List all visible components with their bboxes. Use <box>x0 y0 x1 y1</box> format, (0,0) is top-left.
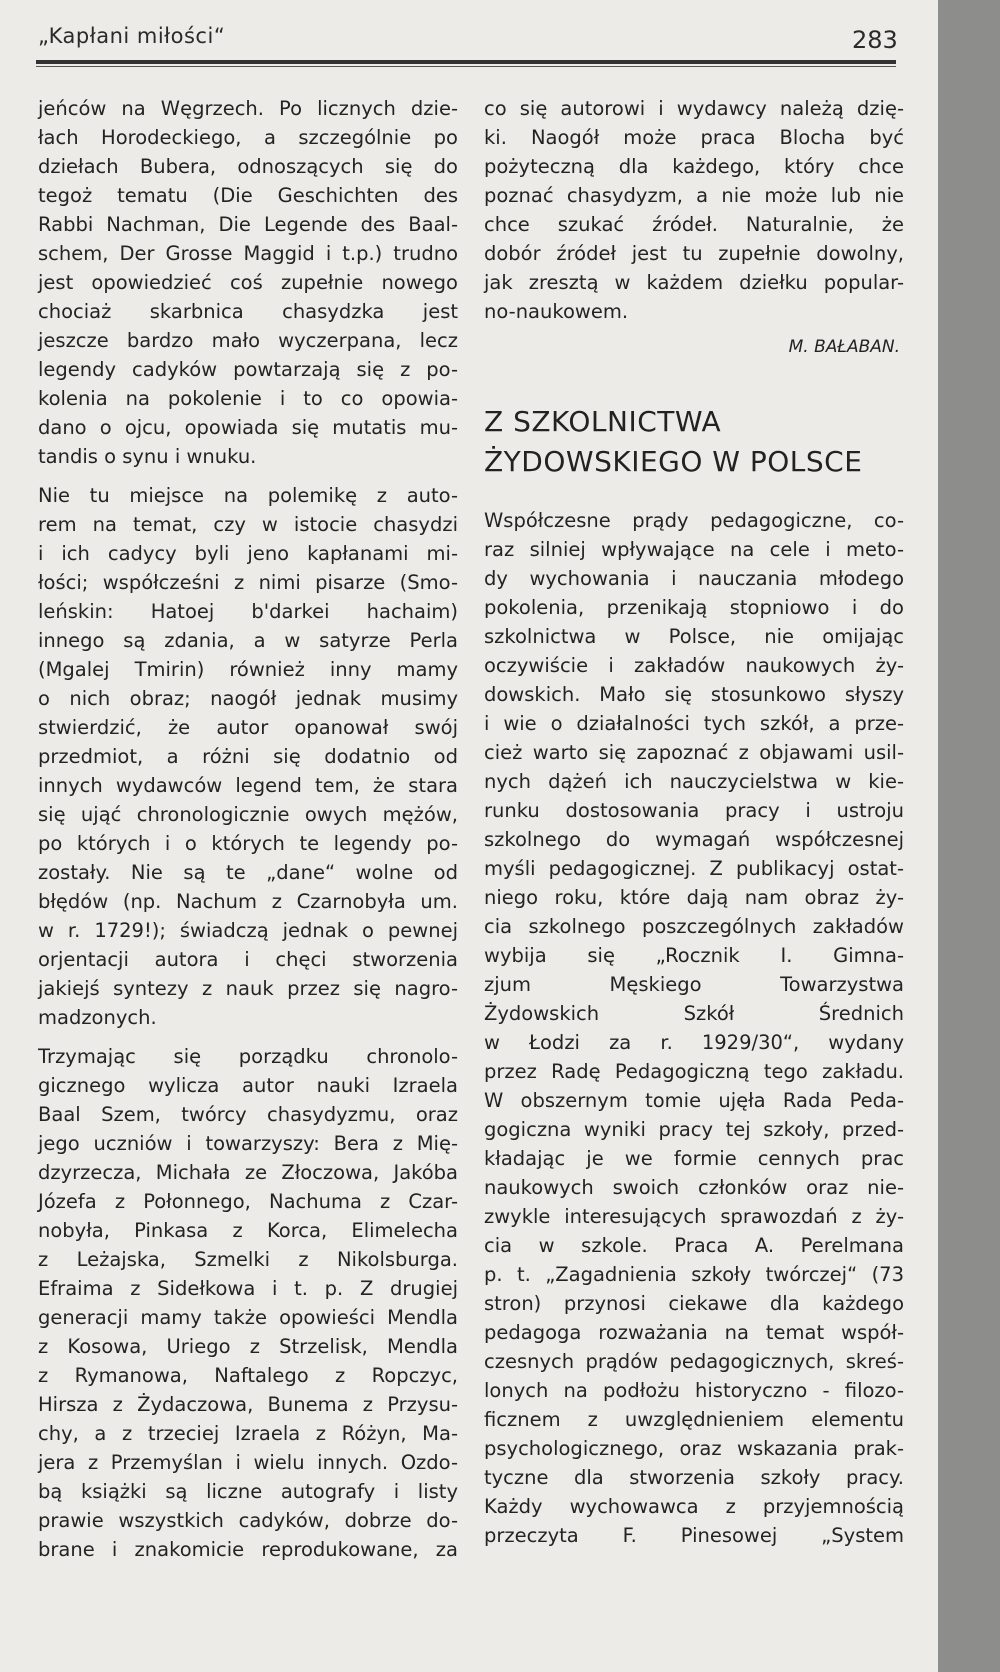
text-line: kolenia na pokolenie i to co opowia- <box>38 387 458 410</box>
author-signature: M. BAŁABAN. <box>788 337 900 357</box>
text-line: się ująć chronologicznie owych mężów, <box>38 803 458 826</box>
text-line: chy, a z trzeciej Izraela z Różyn, Ma- <box>38 1422 458 1445</box>
text-line: pokolenia, przenikają stopniowo i do <box>484 596 904 619</box>
text-line: łach Horodeckiego, a szczególnie po <box>38 126 458 149</box>
text-line: zostały. Nie są te „dane“ wolne od <box>38 861 458 884</box>
text-line: cia szkolnego poszczególnych zakładów <box>484 915 904 938</box>
text-line: dziełach Bubera, odnoszących się do <box>38 155 458 178</box>
text-line: Hirsza z Żydaczowa, Bunema z Przysu- <box>38 1393 458 1416</box>
text-line: cia w szkole. Praca A. Perelmana <box>484 1234 904 1257</box>
text-line: tyczne dla stworzenia szkoły pracy. <box>484 1466 904 1489</box>
text-line: Współczesne prądy pedagogiczne, co- <box>484 509 904 532</box>
text-line: zwykle interesujących sprawozdań z ży- <box>484 1205 904 1228</box>
text-line: dzyrzecza, Michała ze Złoczowa, Jakóba <box>38 1161 458 1184</box>
text-line: rem na temat, czy w istocie chasydzi <box>38 513 458 536</box>
text-line: nych dążeń ich nauczycielstwa w kie- <box>484 770 904 793</box>
text-line: dowskich. Mało się stosunkowo słyszy <box>484 683 904 706</box>
text-line: zjum Męskiego Towarzystwa <box>484 973 904 996</box>
text-line: gogiczna wyniki pracy tej szkoły, przed- <box>484 1118 904 1141</box>
text-line: o nich obraz; naogół jednak musimy <box>38 687 458 710</box>
text-line: stwierdzić, że autor opanował swój <box>38 716 458 739</box>
right-paragraph-2 <box>484 506 904 1550</box>
text-line: łości; współcześni z nimi pisarze (Smo- <box>38 571 458 594</box>
text-line: tegoż tematu (Die Geschichten des <box>38 184 458 207</box>
text-line: przez Radę Pedagogiczną tego zakładu. <box>484 1060 904 1083</box>
text-line: Trzymając się porządku chronolo- <box>38 1045 458 1068</box>
text-line: chce szukać źródeł. Naturalnie, że <box>484 213 904 236</box>
text-line: legendy cadyków powtarzają się z po- <box>38 358 458 381</box>
text-line: jego uczniów i towarzyszy: Bera z Mię- <box>38 1132 458 1155</box>
text-line: jest opowiedzieć coś zupełnie nowego <box>38 271 458 294</box>
text-line: runku dostosowania pracy i ustroju <box>484 799 904 822</box>
text-line: tandis o synu i wnuku. <box>38 445 257 468</box>
text-line: W obszernym tomie ujęła Rada Peda- <box>484 1089 904 1112</box>
text-line: i wie o działalności tych szkół, a prze- <box>484 712 904 735</box>
header-rule-thin <box>36 66 896 67</box>
text-line: psychologicznego, oraz wskazania prak- <box>484 1437 904 1460</box>
text-line: dy wychowania i nauczania młodego <box>484 567 904 590</box>
text-line: kładając je we formie cennych prac <box>484 1147 904 1170</box>
text-line: brane i znakomicie reprodukowane, za <box>38 1538 458 1561</box>
text-line: no-naukowem. <box>484 300 629 323</box>
text-line: innych wydawców legend tem, że stara <box>38 774 458 797</box>
text-line: myśli pedagogicznej. Z publikacyj ostat- <box>484 857 904 880</box>
text-line: lonych na podłożu historyczno - filozo- <box>484 1379 904 1402</box>
text-line: jera z Przemyślan i wielu innych. Ozdo- <box>38 1451 458 1474</box>
text-line: madzonych. <box>38 1006 157 1029</box>
text-line: czesnych prądów pedagogicznych, skreś- <box>484 1350 904 1373</box>
text-line: w r. 1729!); świadczą jednak o pewnej <box>38 919 458 942</box>
text-line: naukowych swoich członków oraz nie- <box>484 1176 904 1199</box>
text-line: raz silniej wpływające na cele i meto- <box>484 538 904 561</box>
text-line: Żydowskich Szkół Średnich <box>484 1002 904 1025</box>
left-paragraph-3 <box>38 1042 458 1564</box>
text-line: innego są zdania, a w satyrze Perla <box>38 629 458 652</box>
text-line: dano o ojcu, opowiada się mutatis mu- <box>38 416 458 439</box>
text-line: ki. Naogół może praca Blocha być <box>484 126 904 149</box>
text-line: bą książki są liczne autografy i listy <box>38 1480 458 1503</box>
text-line: (Mgalej Tmirin) również inny mamy <box>38 658 458 681</box>
right-column <box>484 94 904 1550</box>
text-line: pożyteczną dla każdego, który chce <box>484 155 904 178</box>
text-line: Baal Szem, twórcy chasydyzmu, oraz <box>38 1103 458 1126</box>
text-line: Józefa z Połonnego, Nachuma z Czar- <box>38 1190 458 1213</box>
text-line: prawie wszystkich cadyków, dobrze do- <box>38 1509 458 1532</box>
text-line: orjentacji autora i chęci stworzenia <box>38 948 458 971</box>
text-line: z Rymanowa, Naftalego z Ropczyc, <box>38 1364 458 1387</box>
text-line: co się autorowi i wydawcy należą dzię- <box>484 97 904 120</box>
text-line: błędów (np. Nachum z Czarnobyła um. <box>38 890 458 913</box>
text-line: z Kosowa, Uriego z Strzelisk, Mendla <box>38 1335 458 1358</box>
left-paragraph-2 <box>38 481 458 1032</box>
left-column <box>38 94 458 1564</box>
text-line: w Łodzi za r. 1929/30“, wydany <box>484 1031 904 1054</box>
text-line: z Leżajska, Szmelki z Nikolsburga. <box>38 1248 458 1271</box>
text-line: dobór źródeł jest tu zupełnie dowolny, <box>484 242 904 265</box>
text-line: jakiejś syntezy z nauk przez się nagro- <box>38 977 458 1000</box>
text-line: szkolnictwa w Polsce, nie omijając <box>484 625 904 648</box>
text-line: p. t. „Zagadnienia szkoły twórczej“ (73 <box>484 1263 904 1286</box>
text-line: i ich cadycy byli jeno kapłanami mi- <box>38 542 458 565</box>
text-line: schem, Der Grosse Maggid i t.p.) trudno <box>38 242 458 265</box>
text-line: po których i o których te legendy po- <box>38 832 458 855</box>
text-line: jeńców na Węgrzech. Po licznych dzie- <box>38 97 458 120</box>
running-title: „Kapłani miłości“ <box>38 24 226 48</box>
text-line: nobyła, Pinkasa z Korca, Elimelecha <box>38 1219 458 1242</box>
text-line: wybija się „Rocznik I. Gimna- <box>484 944 904 967</box>
right-paragraph-1 <box>484 94 904 326</box>
section-heading-line-1: Z SZKOLNICTWA <box>484 405 722 438</box>
text-line: niego roku, które dają nam obraz ży- <box>484 886 904 909</box>
text-line: jeszcze bardzo mało wyczerpana, lecz <box>38 329 458 352</box>
text-line: Efraima z Sidełkowa i t. p. Z drugiej <box>38 1277 458 1300</box>
text-line: szkolnego do wymagań współczesnej <box>484 828 904 851</box>
text-line: Każdy wychowawca z przyjemnością <box>484 1495 904 1518</box>
text-line: chociaż skarbnica chasydzka jest <box>38 300 458 323</box>
left-paragraph-1 <box>38 94 458 471</box>
page-number: 283 <box>852 26 898 54</box>
section-heading-line-2: ŻYDOWSKIEGO W POLSCE <box>484 445 863 478</box>
text-line: gicznego wylicza autor nauki Izraela <box>38 1074 458 1097</box>
text-line: przedmiot, a różni się dodatnio od <box>38 745 458 768</box>
text-line: stron) przynosi ciekawe dla każdego <box>484 1292 904 1315</box>
text-line: ficznem z uwzględnieniem elementu <box>484 1408 904 1431</box>
text-line: Nie tu miejsce na polemikę z auto- <box>38 484 458 507</box>
text-line: generacji mamy także opowieści Mendla <box>38 1306 458 1329</box>
text-line: pedagoga rozważania na temat współ- <box>484 1321 904 1344</box>
text-line: leńskin: Hatoej b'darkei hachaim) <box>38 600 458 623</box>
header-rule-thick <box>36 60 896 64</box>
text-line: przeczyta F. Pinesowej „System <box>484 1524 904 1547</box>
text-line: Rabbi Nachman, Die Legende des Baal- <box>38 213 458 236</box>
text-line: oczywiście i zakładów naukowych ży- <box>484 654 904 677</box>
text-line: cież warto się zapoznać z objawami usil- <box>484 741 904 764</box>
text-line: jak zresztą w każdem dziełku popular- <box>484 271 904 294</box>
text-line: poznać chasydyzm, a nie może lub nie <box>484 184 904 207</box>
